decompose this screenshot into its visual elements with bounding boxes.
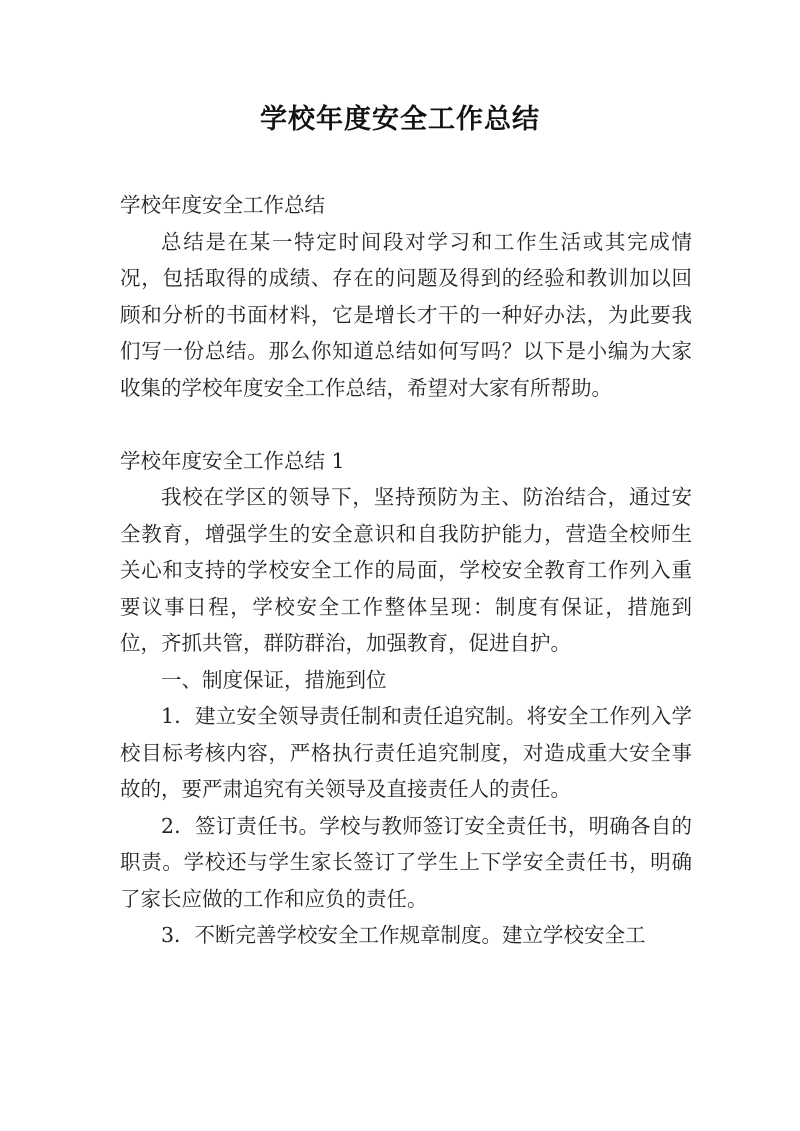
section-heading: 学校年度安全工作总结 1 [120, 448, 345, 473]
paragraph-spacer [120, 406, 692, 443]
section-paragraph: 我校在学区的领导下，坚持预防为主、防治结合，通过安全教育，增强学生的安全意识和自我防护能力，营造全校师生关心和支持的学校安全工作的局面，学校安全教育工作列入重要议事日程，学校安全工作整体呈现：制度有保证，措施到位，齐抓共管，群防群治，加强教育，促进自护。 [120, 485, 692, 655]
section-paragraph: 1．建立安全领导责任制和责任追究制。将安全工作列入学校目标考核内容，严格执行责任追究制度，对造成重大安全事故的，要严肃追究有关领导及直接责任人的责任。 [120, 704, 692, 801]
subsection-heading: 一、制度保证，措施到位 [161, 667, 387, 692]
section-paragraph: 3．不断完善学校安全工作规章制度。建立学校安全工 [161, 923, 646, 947]
document-body [120, 187, 692, 954]
intro-paragraph: 总结是在某一特定时间段对学习和工作生活或其完成情况，包括取得的成绩、存在的问题及得到的经验和教训加以回顾和分析的书面材料，它是增长才干的一种好办法，为此要我们写一份总结。那么你知道总结如何写吗？以下是小编为大家收集的学校年度安全工作总结，希望对大家有所帮助。 [120, 229, 692, 400]
section-paragraph: 2．签订责任书。学校与教师签订安全责任书，明确各自的职责。学校还与学生家长签订了学生上下学安全责任书，明确了家长应做的工作和应负的责任。 [120, 813, 692, 911]
document-title: 学校年度安全工作总结 [260, 104, 540, 135]
intro-heading: 学校年度安全工作总结 [120, 193, 325, 217]
